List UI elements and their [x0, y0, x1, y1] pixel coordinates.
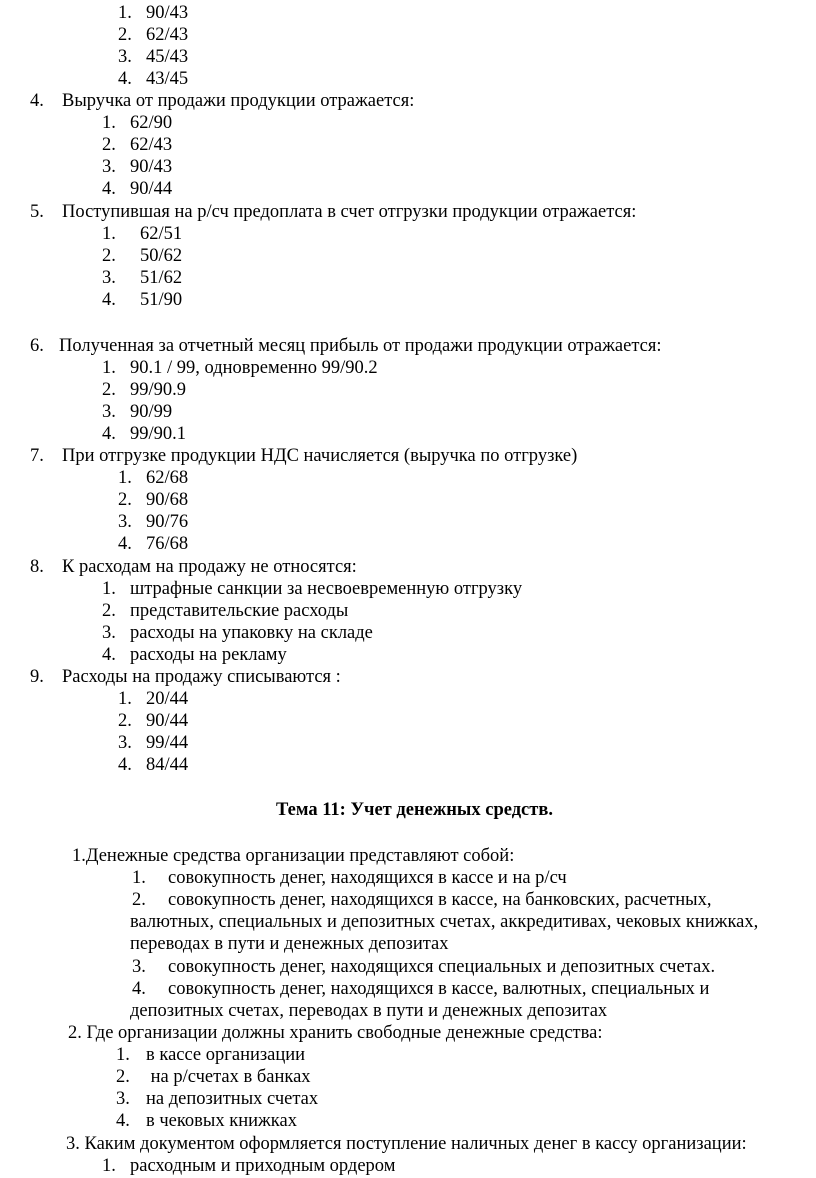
option-number: 2.: [102, 601, 116, 621]
option-number: 4.: [102, 424, 116, 444]
option-number: 1.: [132, 868, 146, 888]
question-number: 4.: [30, 91, 44, 111]
option-text: совокупность денег, находящихся в кассе, на банковских, расчетных,: [168, 890, 712, 910]
option-number: 2.: [118, 490, 132, 510]
option-number: 4.: [118, 534, 132, 554]
option-text: 90/99: [130, 402, 173, 422]
option-number: 1.: [118, 689, 132, 709]
question-text: При отгрузке продукции НДС начисляется (выручка по отгрузке): [62, 446, 578, 466]
option-number: 3.: [102, 157, 116, 177]
option-text: 43/45: [146, 69, 189, 89]
option-text: представительские расходы: [130, 601, 349, 621]
option-number: 1.: [116, 1045, 130, 1065]
option-text: 90/43: [130, 157, 173, 177]
option-number: 4.: [102, 290, 116, 310]
option-number: 3.: [118, 47, 132, 67]
option-number: 3.: [118, 733, 132, 753]
option-text: 62/43: [130, 135, 173, 155]
option-text: 99/44: [146, 733, 189, 753]
option-number: 1.: [102, 1156, 116, 1176]
option-text-continued: валютных, специальных и депозитных счетах, аккредитивах, чековых книжках,: [130, 912, 759, 932]
topic-question-2: 2. Где организации должны хранить свободные денежные средства:: [68, 1023, 603, 1043]
option-text: 50/62: [140, 246, 183, 266]
option-text: 90/44: [146, 711, 189, 731]
option-number: 4.: [102, 645, 116, 665]
option-text: 84/44: [146, 755, 189, 775]
question-number: 7.: [30, 446, 44, 466]
option-text: 45/43: [146, 47, 189, 67]
option-text: в чековых книжках: [146, 1111, 297, 1131]
option-number: 1.: [102, 113, 116, 133]
option-text: совокупность денег, находящихся в кассе и на р/сч: [168, 868, 567, 888]
option-number: 3.: [118, 512, 132, 532]
option-text: совокупность денег, находящихся специальных и депозитных счетах.: [168, 957, 716, 977]
option-number: 2.: [102, 246, 116, 266]
option-number: 3.: [102, 268, 116, 288]
option-text: 62/51: [140, 224, 183, 244]
option-number: 4.: [118, 755, 132, 775]
option-number: 2.: [116, 1067, 130, 1087]
option-text: 51/62: [140, 268, 183, 288]
option-number: 3.: [116, 1089, 130, 1109]
option-number: 2.: [118, 25, 132, 45]
option-number: 3.: [102, 623, 116, 643]
question-text: Выручка от продажи продукции отражается:: [62, 91, 415, 111]
option-number: 3.: [102, 402, 116, 422]
option-number: 1.: [102, 358, 116, 378]
question-number: 6.: [30, 336, 44, 356]
option-text-continued: депозитных счетах, переводах в пути и денежных депозитах: [130, 1001, 608, 1021]
option-number: 4.: [132, 979, 146, 999]
option-number: 4.: [102, 179, 116, 199]
question-number: 8.: [30, 557, 44, 577]
option-text: 99/90.9: [130, 380, 187, 400]
option-text: 90.1 / 99, одновременно 99/90.2: [130, 358, 378, 378]
option-text: 62/43: [146, 25, 189, 45]
option-text: расходным и приходным ордером: [130, 1156, 396, 1176]
option-number: 2.: [102, 135, 116, 155]
option-text: на р/счетах в банках: [146, 1067, 311, 1087]
option-text: расходы на рекламу: [130, 645, 287, 665]
option-text: расходы на упаковку на складе: [130, 623, 373, 643]
question-text: К расходам на продажу не относятся:: [62, 557, 357, 577]
option-number: 1.: [102, 579, 116, 599]
option-text: 90/44: [130, 179, 173, 199]
option-text: штрафные санкции за несвоевременную отгрузку: [130, 579, 523, 599]
option-number: 2.: [118, 711, 132, 731]
option-number: 1.: [118, 468, 132, 488]
option-number: 2.: [132, 890, 146, 910]
option-text: 20/44: [146, 689, 189, 709]
option-text: 51/90: [140, 290, 183, 310]
question-text: Поступившая на р/сч предоплата в счет отгрузки продукции отражается:: [62, 202, 637, 222]
option-text: 90/76: [146, 512, 189, 532]
option-number: 4.: [116, 1111, 130, 1131]
topic-question-1: 1.Денежные средства организации представляют собой:: [72, 846, 515, 866]
option-text: 76/68: [146, 534, 189, 554]
option-text: 90/43: [146, 3, 189, 23]
option-text: 99/90.1: [130, 424, 187, 444]
option-number: 1.: [118, 3, 132, 23]
question-number: 9.: [30, 667, 44, 687]
topic-title: Тема 11: Учет денежных средств.: [276, 800, 553, 820]
option-text: 62/68: [146, 468, 189, 488]
option-text: на депозитных счетах: [146, 1089, 319, 1109]
option-text: 62/90: [130, 113, 173, 133]
option-text: совокупность денег, находящихся в кассе, валютных, специальных и: [168, 979, 710, 999]
option-number: 4.: [118, 69, 132, 89]
option-number: 3.: [132, 957, 146, 977]
option-text: в кассе организации: [146, 1045, 306, 1065]
option-text: 90/68: [146, 490, 189, 510]
option-number: 1.: [102, 224, 116, 244]
topic-question-3: 3. Каким документом оформляется поступление наличных денег в кассу организации:: [66, 1134, 747, 1154]
question-number: 5.: [30, 202, 44, 222]
option-number: 2.: [102, 380, 116, 400]
option-text-continued: переводах в пути и денежных депозитах: [130, 934, 449, 954]
question-text: Расходы на продажу списываются :: [62, 667, 341, 687]
question-text: Полученная за отчетный месяц прибыль от продажи продукции отражается:: [59, 336, 662, 356]
